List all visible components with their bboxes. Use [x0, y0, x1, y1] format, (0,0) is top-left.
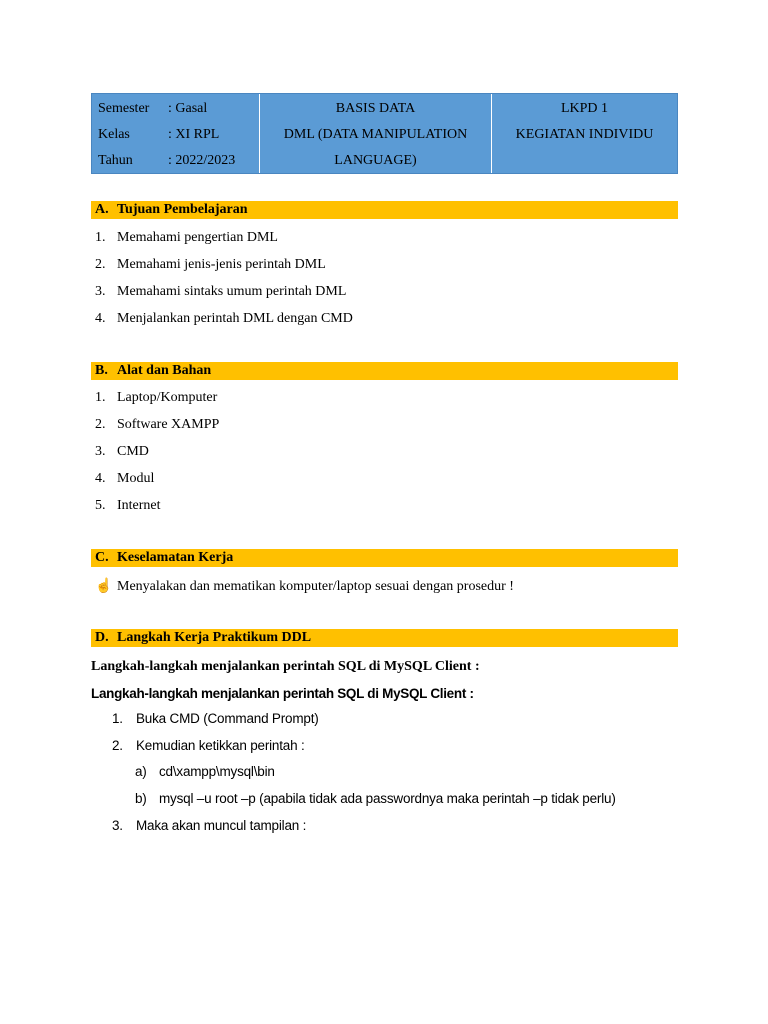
subject-line-2: DML (DATA MANIPULATION [283, 127, 468, 142]
section-a-title: Tujuan Pembelajaran [117, 202, 248, 217]
item-number: 3. [95, 444, 106, 459]
item-text: Memahami jenis-jenis perintah DML [117, 257, 326, 272]
steps-subtitle: Langkah-langkah menjalankan perintah SQL di MySQL Client : [91, 659, 480, 674]
section-b-header [91, 362, 678, 380]
section-c-header [91, 549, 678, 567]
substep-number: a) [135, 764, 147, 779]
substep-b [135, 789, 616, 809]
kelas-row [98, 122, 259, 148]
section-b-title: Alat dan Bahan [117, 363, 212, 378]
lkpd-activity: KEGIATAN INDIVIDU [515, 127, 654, 142]
item-number: 1. [95, 230, 106, 245]
substep-text: cd\xampp\mysql\bin [159, 764, 275, 779]
step-2 [112, 736, 305, 756]
subject-title: BASIS DATA [335, 101, 416, 116]
item-text: Memahami pengertian DML [117, 230, 278, 245]
step-3 [112, 816, 306, 836]
section-d-letter: D. [95, 630, 109, 645]
safety-item [95, 577, 514, 597]
list-item [95, 496, 219, 523]
section-c-letter: C. [95, 550, 109, 565]
substep-text: mysql –u root –p (apabila tidak ada passwordnya maka perintah –p tidak perlu) [159, 791, 616, 806]
substep-number: b) [135, 791, 147, 806]
list-item [95, 282, 353, 309]
step-text: Maka akan muncul tampilan : [136, 818, 307, 833]
step-text: Buka CMD (Command Prompt) [136, 711, 319, 726]
section-d-header [91, 629, 678, 647]
lkpd-title: LKPD 1 [560, 101, 609, 116]
kelas-value: : XI RPL [168, 127, 220, 142]
header-lkpd-cell [492, 94, 677, 173]
item-text: Laptop/Komputer [117, 390, 218, 405]
step-text: Kemudian ketikkan perintah : [136, 738, 305, 753]
item-text: CMD [117, 444, 149, 459]
section-c-title: Keselamatan Kerja [117, 550, 234, 565]
step-number: 2. [112, 738, 123, 753]
item-number: 2. [95, 257, 106, 272]
item-text: Memahami sintaks umum perintah DML [117, 284, 347, 299]
step-number: 1. [112, 711, 123, 726]
item-number: 4. [95, 471, 106, 486]
section-a-letter: A. [95, 202, 109, 217]
semester-value: : Gasal [168, 101, 208, 116]
list-item [95, 255, 353, 282]
kelas-label: Kelas [98, 127, 130, 142]
item-text: Menjalankan perintah DML dengan CMD [117, 311, 353, 326]
item-text: Software XAMPP [117, 417, 220, 432]
semester-row [98, 96, 259, 122]
steps-subtitle-repeat: Langkah-langkah menjalankan perintah SQL di MySQL Client : [91, 686, 474, 701]
item-number: 2. [95, 417, 106, 432]
list-item [95, 469, 219, 496]
list-item [95, 228, 353, 255]
list-item [95, 415, 219, 442]
list-item [95, 309, 353, 336]
header-info-cell [92, 94, 260, 173]
item-text: Modul [117, 471, 155, 486]
tahun-value: : 2022/2023 [168, 153, 236, 168]
safety-text: Menyalakan dan mematikan komputer/laptop sesuai dengan prosedur ! [117, 579, 514, 594]
substep-a [135, 762, 275, 782]
item-text: Internet [117, 498, 161, 513]
tahun-row [98, 148, 259, 174]
header-subject-cell [260, 94, 492, 173]
section-a-list [95, 228, 353, 336]
semester-label: Semester [98, 101, 150, 116]
list-item [95, 442, 219, 469]
subject-line-3: LANGUAGE) [334, 153, 417, 168]
pointing-hand-icon: ☝ [95, 579, 113, 594]
section-b-letter: B. [95, 363, 108, 378]
item-number: 5. [95, 498, 106, 513]
item-number: 3. [95, 284, 106, 299]
section-b-list [95, 388, 219, 523]
header-table [91, 93, 678, 174]
section-a-header [91, 201, 678, 219]
item-number: 1. [95, 390, 106, 405]
list-item [95, 388, 219, 415]
step-number: 3. [112, 818, 123, 833]
item-number: 4. [95, 311, 106, 326]
section-d-title: Langkah Kerja Praktikum DDL [117, 630, 312, 645]
tahun-label: Tahun [98, 153, 133, 168]
step-1 [112, 709, 319, 729]
